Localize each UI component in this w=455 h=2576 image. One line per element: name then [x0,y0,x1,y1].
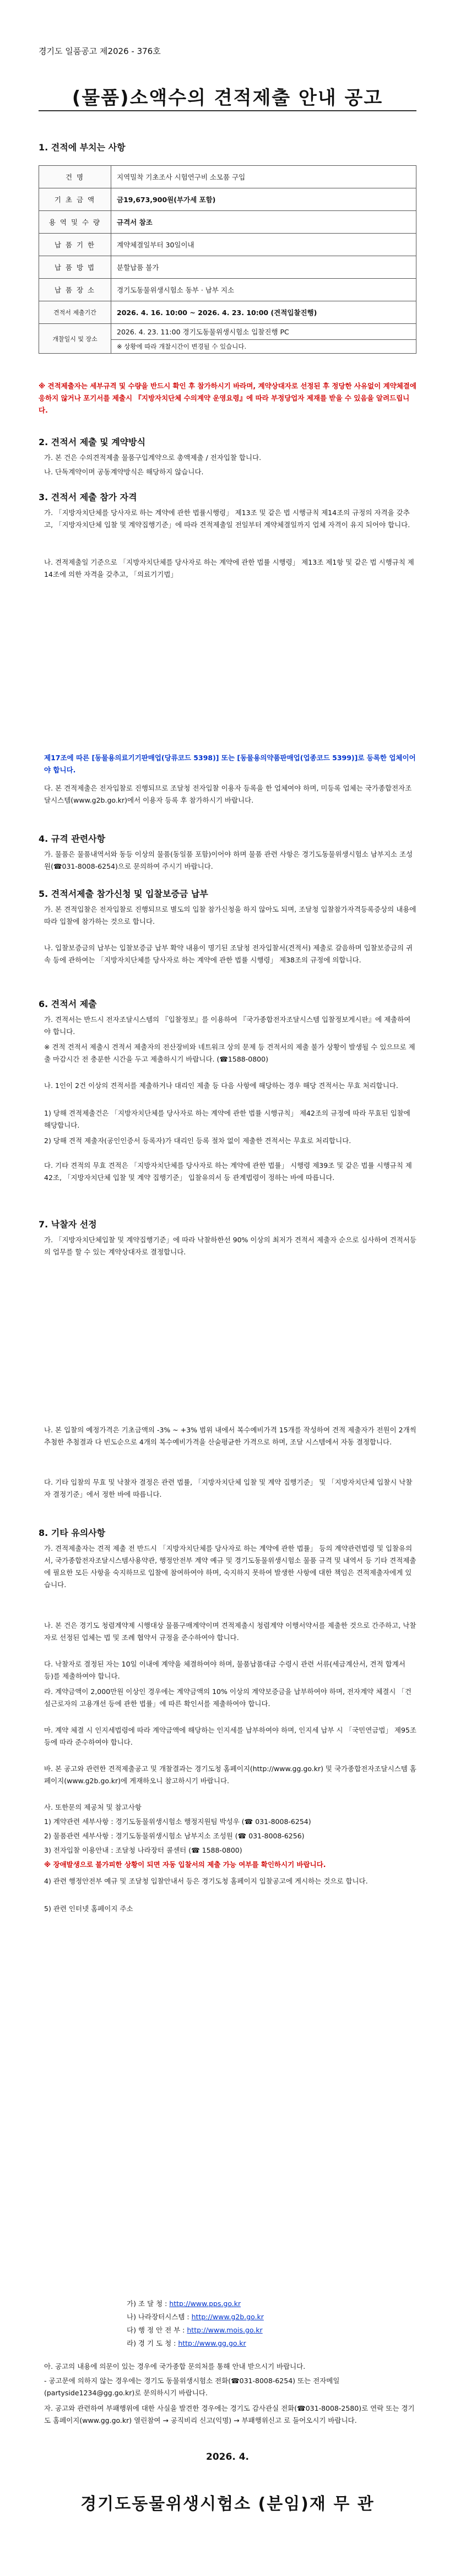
section-2-heading: 2. 견적서 제출 및 계약방식 [39,437,146,447]
list-item: 가. 본 견적입찰은 전자입찰로 진행되므로 별도의 입찰 참가신청을 하지 않아도 되며, 조달청 입찰참가자격등록증상의 내용에 따라 입찰에 참가하는 것으로 합니다. [44,905,416,926]
list-item: 마. 계약 체결 시 인지세법령에 따라 계약금액에 해당하는 인지세를 납부하여야 하며, 인지세 납부 시 「국민연금법」 제95조 등에 따라 준수하여야 합니다. [44,1726,416,1746]
list-item: 5) 관련 인터넷 홈페이지 주소 [44,1904,133,1913]
row-key: 납 품 장 소 [39,279,111,301]
link-label: 다) 행 정 안 전 부 [127,2326,181,2334]
title-divider [39,110,416,111]
item-text: 가. 본 건은 수의견적제출 물품구입계약으로 총액제출 / 전자입찰 합니다. [44,453,262,462]
list-item: 다. 본 견적제출은 전자입찰로 진행되므로 조달청 전자입찰 이용자 등록을 한 업체여야 하며, 미등록 업체는 국가종합전자조달시스템(www.g2b.go.kr)에서 이용자 등록 후 참가하시기 바랍니다. [44,784,412,804]
row-value: 계약체결일부터 30일이내 [111,234,416,256]
list-item [44,452,416,464]
row-key: 납 품 방 법 [39,256,111,279]
list-item: 1) 계약관련 세부사항 : 경기도동물위생시험소 행정지원팀 박성우 (☎ 031-8008-6254) [44,1817,311,1826]
table-row [39,301,416,324]
section-7-heading: 7. 낙찰자 선정 [39,1219,97,1230]
table-row [39,234,416,256]
list-item: 2) 당해 견적 제출자(공인인증서 등록자)가 대리인 등록 절차 없이 제출한 견적서는 무효로 처리합니다. [44,1137,351,1145]
list-item: - 공고문에 의하지 않는 경우에는 경기도 동물위생시험소 전화(☎031-8008-6254) 또는 전자메일(partyside1234@gg.go.kr)로 문의하시기 바랍니다. [44,2377,340,2397]
link-label: 나) 나라장터시스템 [127,2313,185,2321]
row-key: 기 초 금 액 [39,188,111,211]
list-item: 3) 전자입찰 이용안내 : 조달청 나라장터 콜센터 (☎ 1588-0800) [44,1846,242,1854]
notice-number: 경기도 일품공고 제2026 - 376호 [39,46,161,56]
list-item: 나. 견적제출일 기준으로 「지방자치단체를 당사자로 하는 계약에 관한 법률 시행령」 제13조 제1항 및 같은 법 시행규칙 제14조에 의한 자격을 갖추고, 「의료기기법」 [44,558,414,578]
gg-link[interactable]: http://www.gg.go.kr [178,2339,246,2347]
list-item: 1) 당해 견적제출건은 「지방자치단체를 당사자로 하는 계약에 관한 법률 시행규칙」 제42조의 규정에 따라 무효된 입찰에 해당합니다. [44,1109,410,1129]
pps-link[interactable]: http://www.pps.go.kr [169,2299,241,2308]
row-key: 견적서 제출기간 [39,301,111,324]
row-value: 금19,673,900원(부가세 포함) [111,188,416,211]
list-item: 나. 본 입찰의 예정가격은 기초금액의 -3% ~ +3% 범위 내에서 복수예비가격 15개를 작성하여 견적 제출자가 전원이 2개씩 추첨한 추첨결과 다 빈도순으로 4개의 복수예비가격을 산술평균한 가격으로 하며, 조달 시스템에서 자동 결정합니다. [44,1426,416,1446]
section-8-heading: 8. 기타 유의사항 [39,1528,106,1538]
row-key: 개찰일시 및 장소 [39,324,111,354]
section-3-heading: 3. 견적서 제출 참가 자격 [39,492,137,502]
list-item: 가. 견적서는 반드시 전자조달시스템의 『입찰정보』를 이용하여 『국가종합전자조달시스템 입찰정보게시판』에 제출하여야 합니다. [44,1015,411,1036]
list-item: 다. 낙찰자로 결정된 자는 10일 이내에 계약을 체결하여야 하며, 물품납품대금 수령시 관련 서류(세금계산서, 견적 합계서 등)를 제출하여야 합니다. [44,1660,405,1680]
table-row [39,279,416,301]
list-item: 가) 조 달 청 : http://www.pps.go.kr [127,2299,241,2308]
row-key: 납 품 기 한 [39,234,111,256]
row-value: 규격서 참조 [111,211,416,234]
row-key: 용 역 및 수 량 [39,211,111,234]
issuer-name: 경기도동물위생시험소 (분임)재 무 관 [80,2494,375,2514]
row-value: ※ 상황에 따라 개찰시간이 변경될 수 있습니다. [111,340,416,354]
row-value: 2026. 4. 23. 11:00 경기도동물위생시험소 입찰진행 PC [111,324,416,340]
list-item: 다. 기타 견적의 무효 견적은 「지방자치단체를 당사자로 하는 계약에 관한 법률」 시행령 제39조 및 같은 법률 시행규칙 제42조, 「지방자치단체 입찰 및 계약 집행기준」 입찰유의서 등 관계법령이 정하는 바에 따릅니다. [44,1161,412,1182]
row-value: 지역밀착 기초조사 시험연구비 소모품 구입 [111,166,416,188]
list-item: 4) 관련 행정안전부 예규 및 조달청 입찰안내서 등은 경기도청 홈페이지 입찰공고에 게시하는 것으로 합니다. [44,1877,368,1885]
list-item: 라) 경 기 도 청 : http://www.gg.go.kr [127,2339,246,2347]
list-item: 다) 행 정 안 전 부 : http://www.mois.go.kr [127,2326,263,2334]
list-item: 가. 「지방자치단체입찰 및 계약집행기준」에 따라 낙찰하한선 90% 이상의 최저가 견적서 제출자 순으로 심사하여 견적서등의 업무를 할 수 있는 계약상대자로 결정합니다. [44,1236,416,1256]
table-row [39,211,416,234]
list-item: 나) 나라장터시스템 : http://www.g2b.go.kr [127,2313,264,2321]
list-item: 사. 또한문의 제공처 및 참고사항 [44,1803,142,1811]
table-row [39,188,416,211]
section-4-heading: 4. 규격 관련사항 [39,834,106,844]
list-item: 가. 견적제출자는 견적 제출 전 반드시 「지방자치단체를 당사자로 하는 계약에 관한 법률」 등의 계약관련법령 및 입찰유의서, 국가종합전자조달시스템사용약관, 행정안전부 계약 예규 및 경기도동물위생시험소 물품 규격 및 내역서 등 기타 견적제출에 필요한 모든 사항을 숙지하므로 입찰에 참여하여야 하며, 숙지하지 못하여 발생한 사항에 대한 책임은 견적제출자에게 있습니다. [44,1544,416,1589]
warning-note: ※ 견적제출자는 세부규격 및 수량을 반드시 확인 후 참가하시기 바라며, 계약상대자로 선정된 후 정당한 사유없이 계약체결에 응하지 않거나 포기서를 제출시 『지방자치단체 수의계약 운영요령』에 따라 부정당업자 제재를 받을 수 있음을 알려드립니다. [39,382,416,414]
list-item: 나. 본 건은 경기도 청렴계약제 시행대상 물품구매계약이며 견적제출시 청렴계약 이행서약서를 제출한 것으로 간주하고, 낙찰자로 선정된 업체는 법 및 조례 협약서 규정을 준수하여야 합니다. [44,1621,416,1642]
notice-date: 2026. 4. [206,2451,249,2463]
info-table [39,165,416,354]
list-item: 가. 「지방자치단체를 당사자로 하는 계약에 관한 법률시행령」 제13조 및 같은 법 시행규칙 제14조의 규정의 자격을 갖추고, 「지방자치단체 입찰 및 계약집행기준」에 따라 견적제출일 전일부터 계약체결일까지 업체 자격이 유지 되어야 합니다. [44,508,410,529]
page-title: (물품)소액수의 견적제출 안내 공고 [72,87,383,109]
list-item: 다. 기타 입찰의 무효 및 낙찰자 결정은 관련 법률, 「지방자치단체 입찰 및 계약 집행기준」 및 「지방자치단체 입찰시 낙찰자 결정기준」에서 정한 바에 따릅니다. [44,1478,413,1498]
list-item: 바. 본 공고와 관련한 견적제출공고 및 개찰결과는 경기도청 홈페이지(http://www.gg.go.kr) 및 국가종합전자조달시스템 홈페이지(www.g2b.go.kr)에 게재하오니 참고하시기 바랍니다. [44,1765,416,1785]
list-item: 2) 물품관련 세부사항 : 경기도동물위생시험소 남부지소 조성원 (☎ 031-8008-6256) [44,1832,305,1840]
list-item: 제17조에 따른 [동물용의료기기판매업(당류코드 5398)] 또는 [동물용의약품판매업(업종코드 5399)]로 등록한 업체이어야 합니다. [44,754,416,774]
row-value: 2026. 4. 16. 10:00 ~ 2026. 4. 23. 10:00 (견적입찰진행) [111,301,416,324]
list-item: ※ 장애발생으로 불가피한 상황이 되면 자동 입찰서의 제출 가능 여부를 확인하시기 바랍니다. [44,1860,326,1869]
row-value: 경기도동물위생시험소 동부 · 남부 지소 [111,279,416,301]
table-row [39,166,416,188]
list-item: 자. 공고와 관련하여 부패행위에 대한 사실을 발견한 경우에는 경기도 감사관실 전화(☎031-8008-2580)로 연락 또는 경기도 홈페이지(www.gg.go.kr) 열린참여 → 공직비리 신고(익명) → 부패행위신고 로 들어오시기 바랍니다. [44,2404,415,2425]
row-key: 건 명 [39,166,111,188]
link-label: 라) 경 기 도 청 [127,2339,172,2347]
table-row [39,324,416,340]
list-item: 가. 물품은 물품내역서와 동등 이상의 물품(동일품 포함)이어야 하며 물품 관련 사항은 경기도동물위생시험소 남부지소 조성원(☎031-8008-6254)으로 문의하여 주시기 바랍니다. [44,850,413,870]
section-5-heading: 5. 견적서제출 참가신청 및 입찰보증금 납부 [39,889,208,899]
list-item: 아. 공고의 내용에 의문이 있는 경우에 국가종합 문의처를 통해 안내 받으시기 바랍니다. [44,2362,306,2371]
section-1-heading: 1. 견적에 부치는 사항 [39,142,126,153]
link-list [127,2297,264,2350]
list-item: 나. 입찰보증금의 납부는 입찰보증금 납부 확약 내용이 명기된 조달청 전자입찰서(견적서) 제출로 갈음하며 입찰보증금의 귀속 등에 관하여는 「지방자치단체를 당사자로 하는 계약에 관한 법률 시행령」 제38조의 규정에 의합니다. [44,944,413,964]
section-6-heading: 6. 견적서 제출 [39,999,97,1009]
row-value: 분할납품 불가 [111,256,416,279]
list-item: 나. 1인이 2건 이상의 견적서를 제출하거나 대리인 제출 등 다음 사항에 해당하는 경우 해당 견적서는 무효 처리합니다. [44,1081,398,1090]
table-row [39,256,416,279]
list-item: 나. 단독계약이며 공동계약방식은 해당하지 않습니다. [44,468,204,476]
link-label: 가) 조 달 청 [127,2299,163,2308]
g2b-link[interactable]: http://www.g2b.go.kr [191,2313,264,2321]
mois-link[interactable]: http://www.mois.go.kr [187,2326,263,2334]
list-item: 라. 계약금액이 2,000만원 이상인 경우에는 계약금액의 10% 이상의 계약보증금을 납부하여야 하며, 전자계약 체결시 「건설근로자의 고용개선 등에 관한 법률」에 따른 확인서를 제출하여야 합니다. [44,1687,411,1708]
list-item: ※ 견적 견적서 제출시 견적서 제출자의 전산장비와 네트워크 상의 문제 등 견적서의 제출 불가 상황이 발생될 수 있으므로 제출 마감시간 전 충분한 시간을 두고 제출하시기 바랍니다. (☎1588-0800) [44,1043,415,1063]
